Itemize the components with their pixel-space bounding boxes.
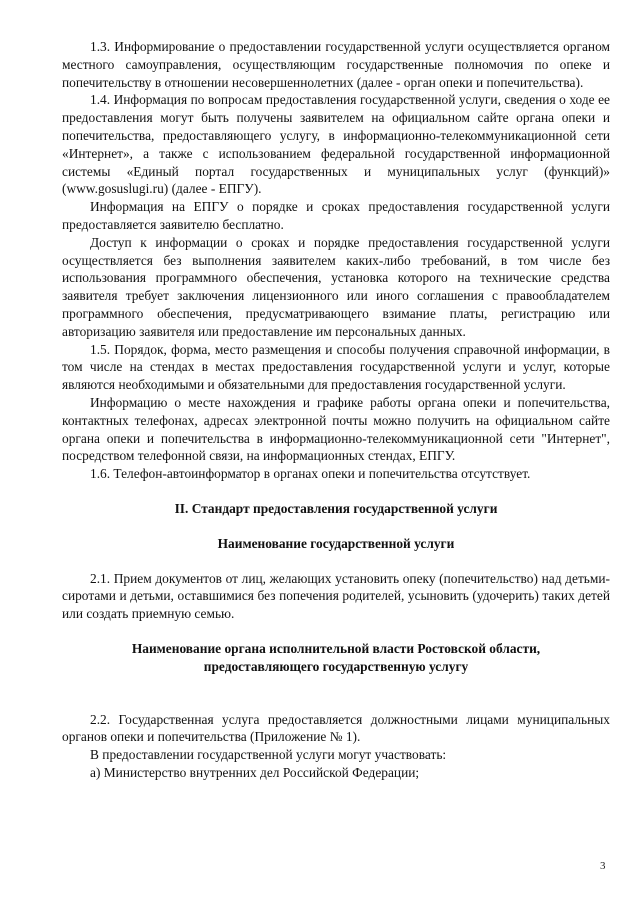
paragraph-2-1: 2.1. Прием документов от лиц, желающих установить опеку (попечительство) над детьми-сиротами и детьми, оставшимися без попечения родителей, усыновить (удочерить) таких детей или создать приемную семью. bbox=[62, 570, 610, 622]
paragraph-ministry: а) Министерство внутренних дел Российской Федерации; bbox=[90, 764, 420, 780]
paragraph-1-5: 1.5. Порядок, форма, место размещения и способы получения справочной информации, в том числе на стендах в местах предоставления государственной услуги и услуг, которые являются необходимыми и обязательными для предоставления государственной услуги. bbox=[62, 341, 610, 393]
paragraph-2-2: 2.2. Государственная услуга предоставляется должностными лицами муниципальных органов опеки и попечительства (Приложение № 1). bbox=[62, 711, 610, 745]
section-heading: II. Стандарт предоставления государственной услуги bbox=[174, 500, 498, 516]
paragraph-1-4: 1.4. Информация по вопросам предоставления государственной услуги, сведения о ходе ее предоставления могут быть получены заявителем на официальном сайте органа опеки и попечительства, предоставляющего услугу, в информационно-телекоммуникационной сети «Интернет», а также с использованием федеральной государственной информационной системы «Единый портал государственных и муниципальных услуг (функций)» (www.gosuslugi.ru) (далее - ЕПГУ). bbox=[62, 92, 610, 197]
subheading-authority-line2: предоставляющего государственную услугу bbox=[203, 658, 469, 674]
paragraph-1-3: 1.3. Информирование о предоставлении государственной услуги осуществляется органом местного самоуправления, осуществляющим государственные полномочия по опеке и попечительству в отношении несовершеннолетних (далее - орган опеки и попечительства). bbox=[62, 39, 610, 90]
paragraph-location-info: Информацию о месте нахождения и графике работы органа опеки и попечительства, контактных телефонах, адресах электронной почты можно получить на официальном сайте органа опеки и попечительства в информационно-телекоммуникационной сети "Интернет", посредством телефонной связи, на информационных стендах, ЕПГУ. bbox=[62, 394, 610, 464]
paragraph-participants: В предоставлении государственной услуги могут участвовать: bbox=[90, 747, 447, 763]
paragraph-1-6: 1.6. Телефон-автоинформатор в органах опеки и попечительства отсутствует. bbox=[90, 466, 531, 482]
subheading-authority-line1: Наименование органа исполнительной власти Ростовской области, bbox=[131, 640, 541, 656]
document-page bbox=[62, 38, 610, 782]
paragraph-epgu-free: Информация на ЕПГУ о порядке и сроках предоставления государственной услуги предоставляется заявителю бесплатно. bbox=[62, 199, 610, 232]
subheading-service-name: Наименование государственной услуги bbox=[217, 535, 455, 551]
paragraph-access: Доступ к информации о сроках и порядке предоставления государственной услуги осуществляется без выполнения заявителем каких-либо требований, в том числе без использования программного обеспечения, установка которого на технические средства заявителя требует заключения лицензионного или иного соглашения с правообладателем программного обеспечения, предусматривающего взимание платы, регистрацию или авторизацию заявителя или предоставление им персональных данных. bbox=[62, 234, 610, 339]
page-number: 3 bbox=[600, 860, 606, 872]
